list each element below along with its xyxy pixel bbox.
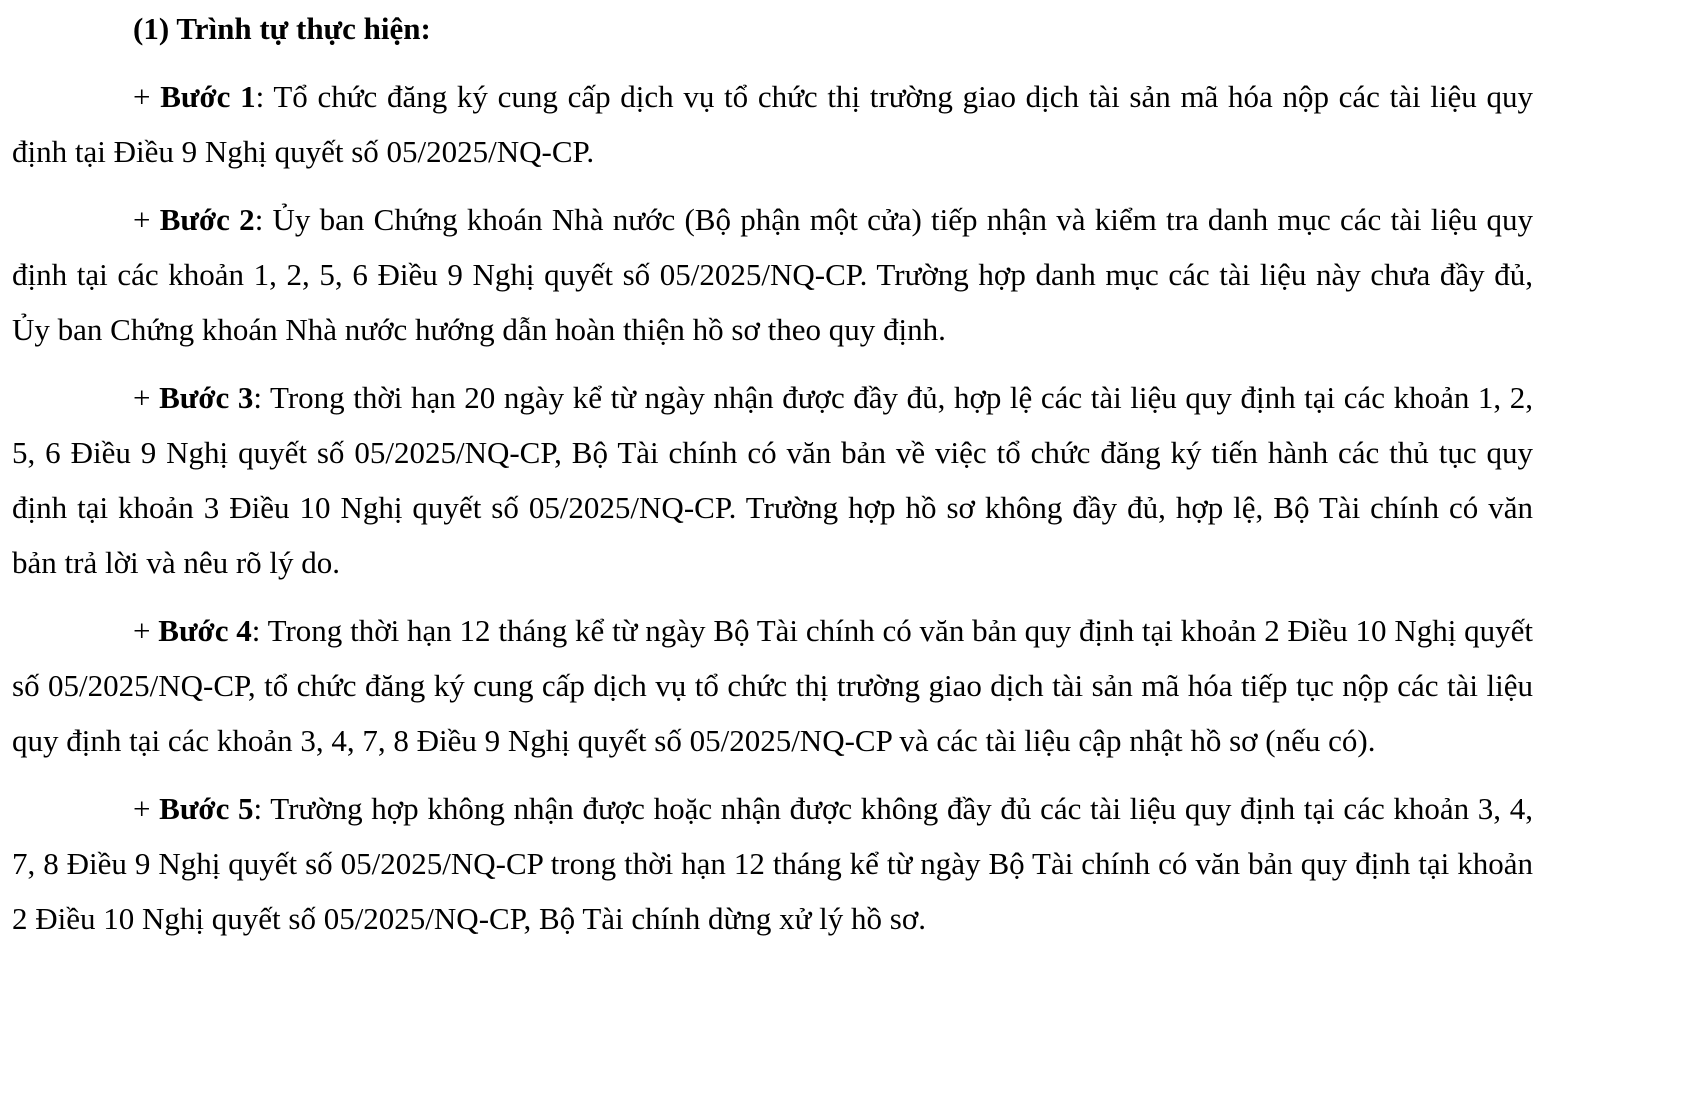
step-3-prefix: + bbox=[133, 380, 160, 415]
step-1-text: : Tổ chức đăng ký cung cấp dịch vụ tổ chức thị trường giao dịch tài sản mã hóa nộp các tài liệu quy định tại Điều 9 Nghị quyết số 05/2025/NQ-CP. bbox=[12, 79, 1533, 169]
step-2-prefix: + bbox=[133, 202, 160, 237]
step-5-paragraph bbox=[12, 781, 1533, 946]
step-2-text: : Ủy ban Chứng khoán Nhà nước (Bộ phận một cửa) tiếp nhận và kiểm tra danh mục các tài liệu quy định tại các khoản 1, 2, 5, 6 Điều 9 Nghị quyết số 05/2025/NQ-CP. Trường hợp danh mục các tài liệu này chưa đầy đủ, Ủy ban Chứng khoán Nhà nước hướng dẫn hoàn thiện hồ sơ theo quy định. bbox=[12, 202, 1533, 347]
step-5-prefix: + bbox=[133, 791, 160, 826]
step-5-text: : Trường hợp không nhận được hoặc nhận được không đầy đủ các tài liệu quy định tại các khoản 3, 4, 7, 8 Điều 9 Nghị quyết số 05/2025/NQ-CP trong thời hạn 12 tháng kể từ ngày Bộ Tài chính có văn bản quy định tại khoản 2 Điều 10 Nghị quyết số 05/2025/NQ-CP, Bộ Tài chính dừng xử lý hồ sơ. bbox=[12, 791, 1533, 936]
step-1-paragraph bbox=[12, 69, 1533, 179]
step-1-prefix: + bbox=[133, 79, 161, 114]
step-3-text: : Trong thời hạn 20 ngày kể từ ngày nhận được đầy đủ, hợp lệ các tài liệu quy định tại các khoản 1, 2, 5, 6 Điều 9 Nghị quyết số 05/2025/NQ-CP, Bộ Tài chính có văn bản về việc tổ chức đăng ký tiến hành các thủ tục quy định tại khoản 3 Điều 10 Nghị quyết số 05/2025/NQ-CP. Trường hợp hồ sơ không đầy đủ, hợp lệ, Bộ Tài chính có văn bản trả lời và nêu rõ lý do. bbox=[12, 380, 1533, 580]
step-1-label: Bước 1 bbox=[160, 79, 256, 114]
section-title: (1) Trình tự thực hiện: bbox=[133, 11, 431, 46]
step-5-label: Bước 5 bbox=[159, 791, 254, 826]
step-3-paragraph bbox=[12, 370, 1533, 590]
step-4-prefix: + bbox=[133, 613, 159, 648]
step-4-label: Bước 4 bbox=[158, 613, 252, 648]
document-page bbox=[12, 0, 1533, 946]
step-2-paragraph bbox=[12, 192, 1533, 357]
step-2-label: Bước 2 bbox=[159, 202, 255, 237]
step-3-label: Bước 3 bbox=[159, 380, 254, 415]
step-4-paragraph bbox=[12, 603, 1533, 768]
step-4-text: : Trong thời hạn 12 tháng kể từ ngày Bộ Tài chính có văn bản quy định tại khoản 2 Điều 10 Nghị quyết số 05/2025/NQ-CP, tổ chức đăng ký cung cấp dịch vụ tổ chức thị trường giao dịch tài sản mã hóa tiếp tục nộp các tài liệu quy định tại các khoản 3, 4, 7, 8 Điều 9 Nghị quyết số 05/2025/NQ-CP và các tài liệu cập nhật hồ sơ (nếu có). bbox=[12, 613, 1533, 758]
